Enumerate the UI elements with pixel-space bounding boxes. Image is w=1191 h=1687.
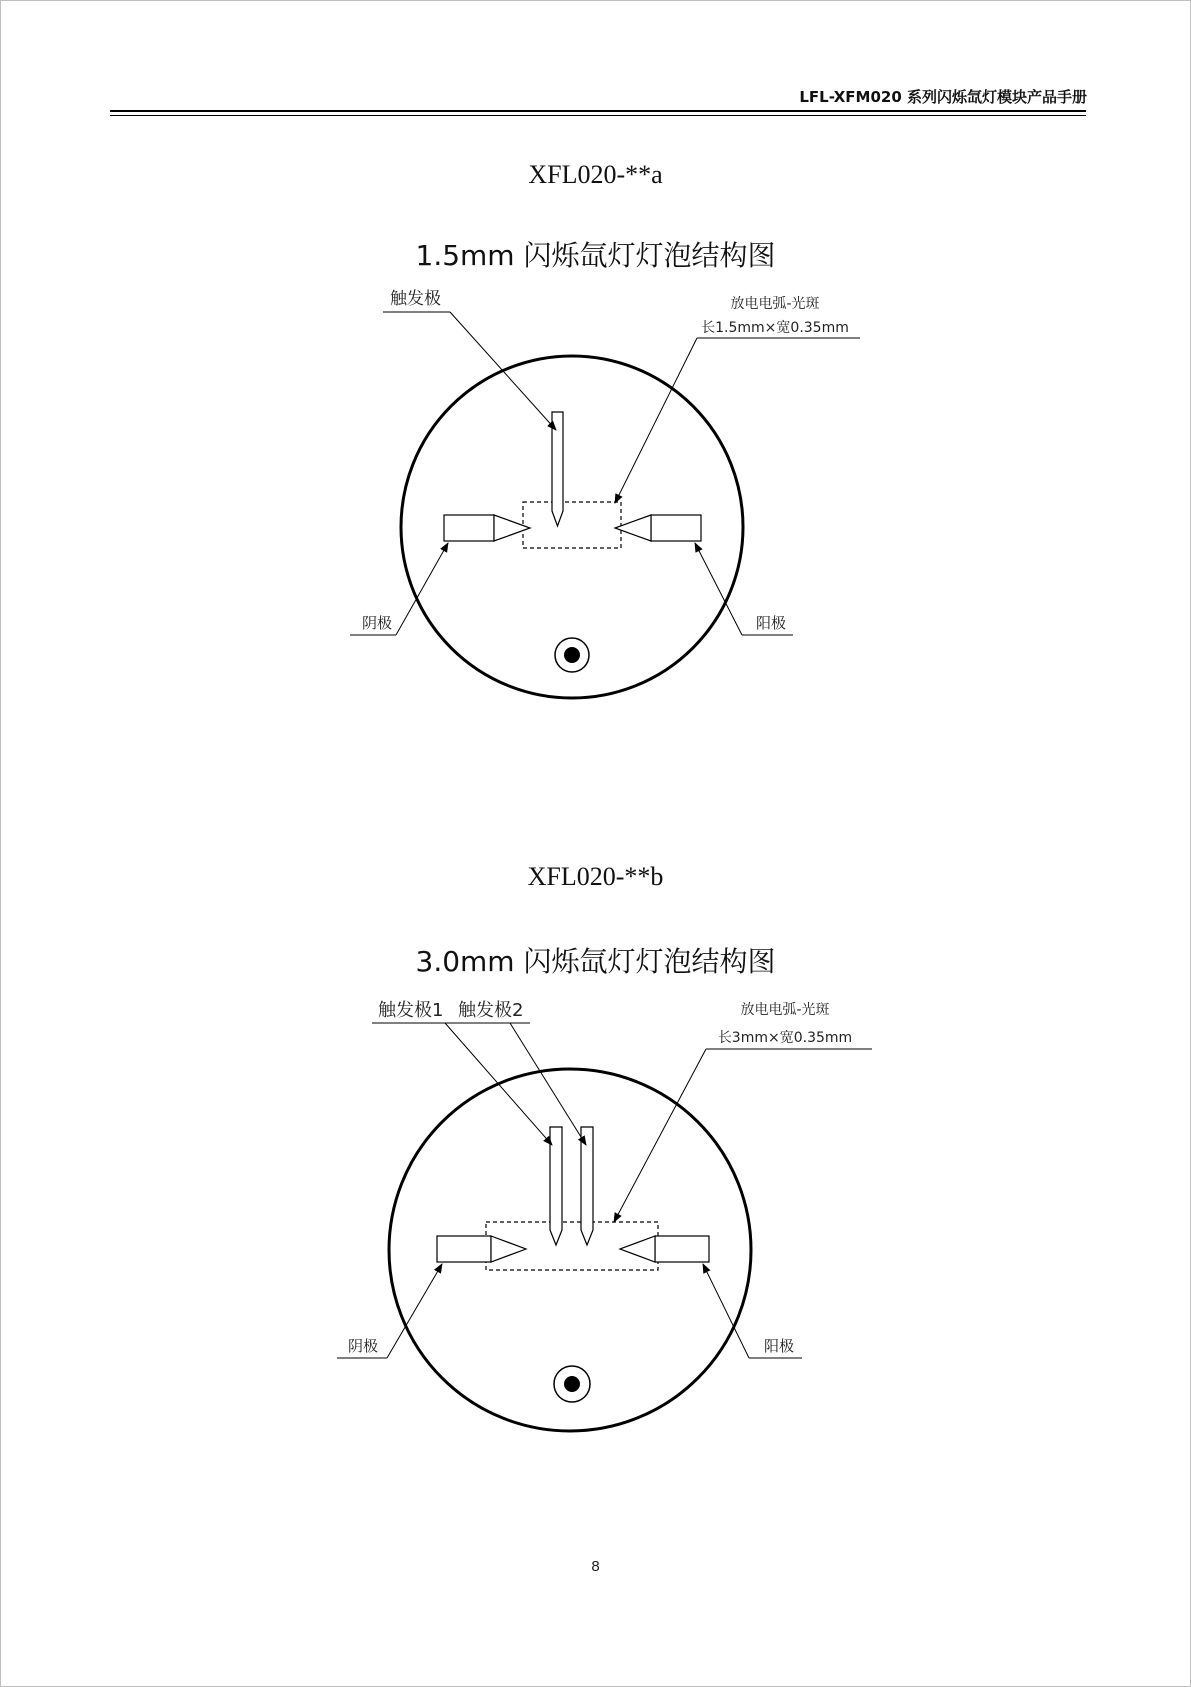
pin-inner-a [564, 647, 580, 663]
anode-label-b: 阳极 [764, 1337, 795, 1355]
bulb-diagram-a [0, 270, 1191, 710]
trigger1-label-b: 触发极1 [378, 1000, 444, 1021]
diagram-title-b: 3.0mm 闪烁氙灯灯泡结构图 [415, 945, 776, 978]
arc-label-a-line2: 长1.5mm×宽0.35mm [701, 320, 849, 336]
cathode-tip-b [491, 1236, 526, 1262]
header-rule-thin [110, 115, 1086, 116]
header-title: LFL-XFM020 系列闪烁氙灯模块产品手册 [799, 88, 1087, 106]
arc-label-b-line2: 长3mm×宽0.35mm [717, 1030, 853, 1046]
anode-body-b [655, 1236, 709, 1262]
arc-label-a-line1: 放电电弧-光斑 [730, 296, 820, 312]
arc-spot-box-a [523, 502, 621, 548]
trigger-electrode-a [552, 412, 563, 526]
anode-body-a [651, 515, 701, 541]
anode-label-a: 阳极 [756, 614, 787, 632]
page-number: 8 [591, 1558, 600, 1575]
cathode-label-b: 阴极 [348, 1337, 379, 1355]
diagram-title-a: 1.5mm 闪烁氙灯灯泡结构图 [415, 239, 776, 272]
cathode-tip-a [494, 515, 530, 541]
trigger-electrode-2-b [581, 1127, 593, 1245]
cathode-label-a: 阴极 [362, 614, 393, 632]
anode-tip-b [620, 1236, 655, 1262]
model-name-a: XFL020-**a [528, 160, 663, 189]
pin-inner-b [564, 1376, 580, 1392]
header-rule-thick [110, 110, 1086, 112]
bulb-diagram-b [0, 980, 1191, 1440]
arc-label-b-line1: 放电电弧-光斑 [740, 1002, 830, 1018]
trigger2-label-b: 触发极2 [458, 1000, 524, 1021]
cathode-body-a [444, 515, 494, 541]
trigger-label-a: 触发极 [390, 289, 441, 309]
model-name-b: XFL020-**b [527, 862, 664, 891]
cathode-body-b [437, 1236, 491, 1262]
